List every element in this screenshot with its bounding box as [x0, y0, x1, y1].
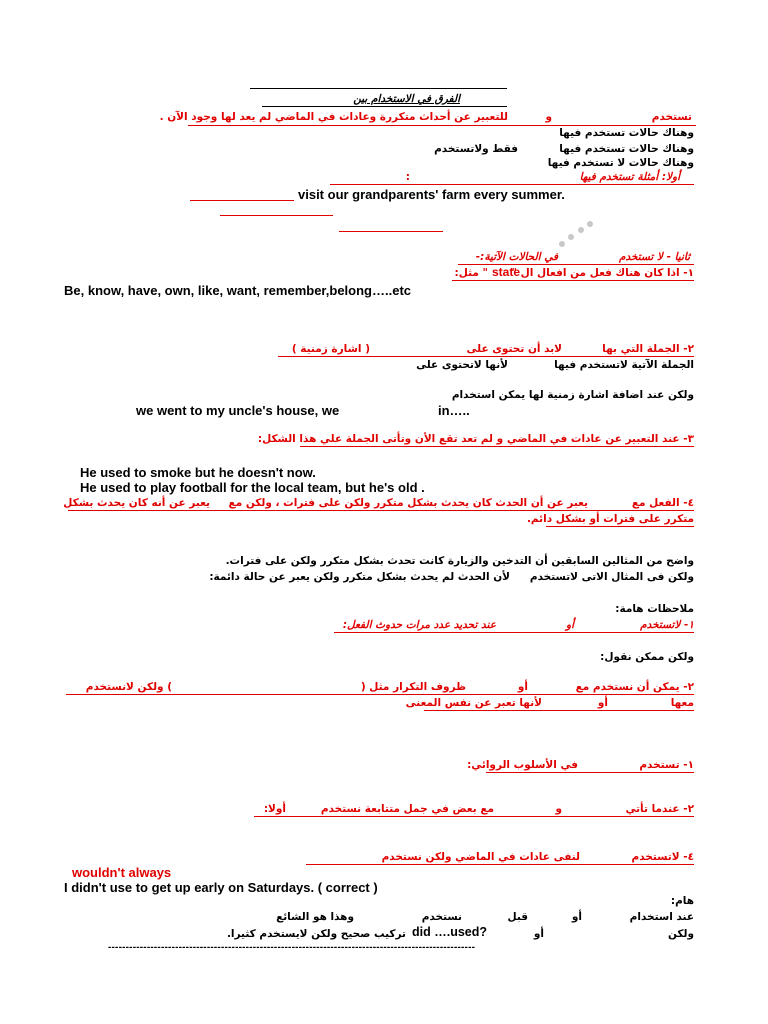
imp-b3: تركيب صحيح ولكن لايستخدم كثيرا.	[226, 928, 406, 940]
state-verbs: Be, know, have, own, like, want, remember,belong…..etc	[64, 283, 412, 298]
imp-b2: أو	[533, 928, 544, 940]
watermark-icon	[556, 218, 596, 252]
but-say: ولكن ممكن نقول:	[600, 651, 694, 663]
note1-a: ١- لاتستخدم	[640, 619, 694, 631]
point4-c: يعبر عن أنه كان يحدث بشكل	[63, 497, 210, 509]
point3: ٣- عند التعبير عن عادات في الماضي و لم تعد تقع الأن وتأتى الجملة علي هذا الشكل:	[257, 433, 694, 445]
point1-like: " مثل:	[454, 267, 488, 279]
point2-f: ولكن عند اضافة اشارة زمنية لها يمكن استخدام	[451, 389, 694, 401]
note-b1: ولكن فى المثال الاتى لاتستخدم	[529, 571, 694, 583]
first-colon: :	[405, 171, 410, 183]
point4-d-underline	[546, 526, 694, 527]
point2-b: لابد أن تحتوى على	[466, 343, 562, 355]
blank-1	[190, 200, 294, 201]
point2-e: لأنها لاتحتوى على	[416, 359, 508, 371]
important-title: هام:	[670, 895, 694, 907]
point2-underline	[278, 356, 694, 357]
did-used: did ….used?	[412, 925, 487, 939]
point4-d: متكرر على فترات أو بشكل دائم.	[526, 513, 694, 525]
first-underline	[330, 184, 694, 185]
usage1-a: ١- تستخدم	[639, 759, 694, 771]
heading-rule-bottom	[262, 106, 507, 107]
usage2-b: و	[555, 803, 562, 815]
usage2-a: ٢- عندما تأتي	[625, 803, 694, 815]
case-only-right: فقط ولاتستخدم	[434, 143, 518, 155]
intro-use-left: تستخدم	[651, 111, 692, 123]
example3-b: He used to play football for the local team, but he's old .	[80, 480, 425, 495]
page-title: الفرق في الاستخدام بين	[353, 93, 460, 105]
usage2-c: مع بعض في جمل متتابعة نستخدم	[320, 803, 494, 815]
point1-state: state	[492, 265, 521, 279]
note2-g-underline	[424, 710, 694, 711]
point2-d: الجملة الآتية لاتستخدم فيها	[554, 359, 694, 371]
example2-b: in…..	[438, 403, 470, 418]
point1-text: ١- اذا كان هناك فعل من افعال ال "	[511, 267, 694, 279]
note2-d: ) ولكن لانستخدم	[85, 681, 172, 693]
note2-g: لأنها تعبر عن نفس المعنى	[405, 697, 542, 709]
note2-underline	[66, 694, 694, 695]
imp-a5: وهذا هو الشائع	[276, 911, 354, 923]
case-neither: وهناك حالات لا تستخدم فيها	[547, 157, 694, 169]
correct-sentence: I didn't use to get up early on Saturdays. ( correct )	[64, 880, 378, 895]
note2-f: أو	[597, 697, 608, 709]
note2-e: معها	[670, 697, 694, 709]
case-both: وهناك حالات تستخدم فيها	[559, 127, 694, 139]
blank-2	[220, 215, 333, 216]
first-title: أولا: أمثلة تستخدم فيها	[579, 171, 680, 183]
second-title-a: ثانيا - لا تستخدم	[619, 251, 690, 263]
usage4-underline	[306, 864, 694, 865]
usage2-underline	[254, 816, 694, 817]
note2-b: أو	[517, 681, 528, 693]
notes-title: ملاحظات هامة:	[615, 603, 694, 615]
point4-underline	[68, 510, 694, 511]
note1-b: أو	[566, 619, 574, 631]
usage4-a: ٤- لاتستخدم	[631, 851, 694, 863]
blank-3	[339, 231, 443, 232]
imp-a3: قبل	[507, 911, 528, 923]
usage1-underline	[486, 772, 694, 773]
note2-c: ظروف التكرار مثل (	[360, 681, 466, 693]
dashed-divider: --------------------------------------------------------------------------------------------------------	[108, 942, 476, 953]
point4-b: يعبر عن أن الحدث كان يحدث بشكل متكرر ولكن على فترات ، ولكن مع	[228, 497, 588, 509]
point2-c: ( اشارة زمنية )	[291, 343, 370, 355]
intro-description: للتعبير عن أحداث متكررة وعادات في الماضي لم يعد لها وجود الآن .	[159, 111, 508, 123]
wouldnt-always: wouldn't always	[72, 865, 172, 880]
point3-underline	[300, 446, 694, 447]
note2-a: ٢- يمكن أن نستخدم مع	[575, 681, 694, 693]
note1-c: عند تحديد عدد مرات حدوث الفعل:	[342, 619, 496, 631]
usage4-b: لنفى عادات في الماضي ولكن نستخدم	[381, 851, 580, 863]
imp-a4: نستخدم	[421, 911, 462, 923]
usage1-b: في الأسلوب الروائي:	[467, 759, 578, 771]
intro-and: و	[545, 111, 552, 123]
point1-underline	[452, 280, 694, 281]
note1-underline	[334, 632, 694, 633]
first-example: visit our grandparents' farm every summer.	[298, 187, 565, 202]
point4-a: ٤- الفعل مع	[631, 497, 694, 509]
heading-rule-top	[250, 88, 507, 89]
example2-a: we went to my uncle's house, we	[136, 403, 340, 418]
note-a: واضح من المثالين السابقين أن التدخين والزيارة كانت تحدث بشكل متكرر ولكن على فترات.	[225, 555, 694, 567]
usage2-d: أولا:	[263, 803, 286, 815]
imp-a2: أو	[571, 911, 582, 923]
imp-a1: عند استخدام	[629, 911, 694, 923]
example3-a: He used to smoke but he doesn't now.	[80, 465, 316, 480]
second-title-b: في الحالات الآتية:-	[475, 251, 558, 263]
point2-a: ٢- الجملة التي بها	[602, 343, 694, 355]
case-only-left: وهناك حالات تستخدم فيها	[559, 143, 694, 155]
intro-underline	[188, 125, 696, 126]
imp-b1: ولكن	[667, 928, 694, 940]
note-b2: لأن الحدث لم يحدث بشكل متكرر ولكن يعبر عن حالة دائمة:	[209, 571, 510, 583]
